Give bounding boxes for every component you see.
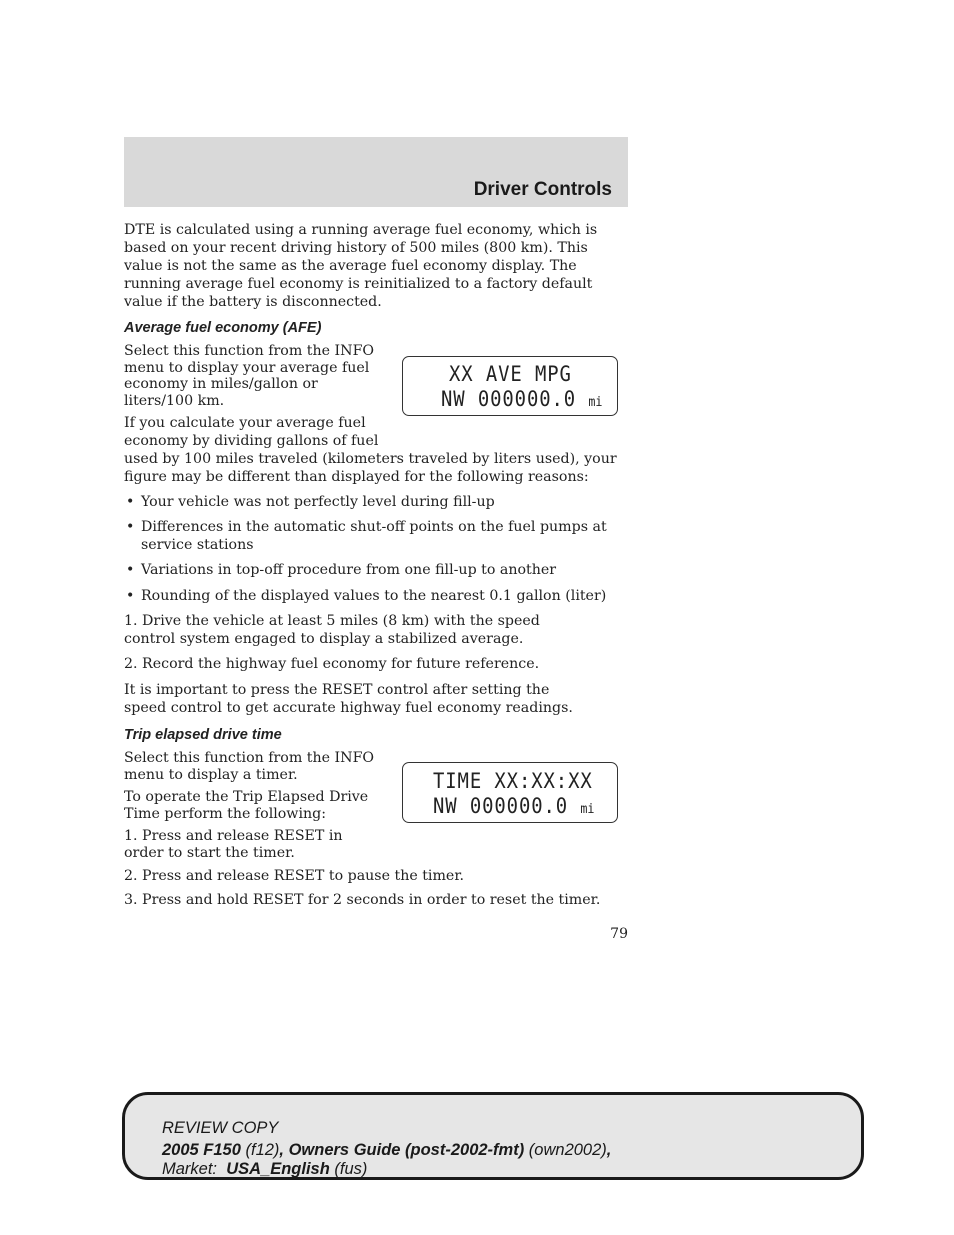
afe-step-2: 2. Record the highway fuel economy for future reference. [124,656,540,672]
trip-display-odometer: NW 000000.0 [433,794,569,818]
afe-display-odometer: NW 000000.0 [441,387,577,411]
afe-bullet-4 [124,587,624,605]
trip-step-3: 3. Press and hold RESET for 2 seconds in order to reset the timer. [124,892,601,908]
footer-model: 2005 F150 [162,1141,241,1159]
bullet-dot: • [126,562,135,578]
afe-note: It is important to press the RESET control after setting the speed control to get accurate highway fuel economy readings. [124,682,573,716]
trip-display-line-1: TIME XX:XX:XX [433,769,593,793]
afe-heading: Average fuel economy (AFE) [124,320,322,336]
trip-step-1: 1. Press and release RESET in order to start the timer. [124,828,343,861]
footer-market-line [162,1160,367,1179]
section-header-bar [124,137,628,207]
footer-comma: , [606,1141,612,1159]
trip-display-illustration [402,762,618,823]
afe-display-unit: mi [588,395,603,410]
trip-display-line-2 [433,794,594,818]
afe-paragraph-1: Select this function from the INFO menu to display your average fuel economy in miles/gallon or liters/100 km. [124,343,375,409]
trip-display-unit: mi [580,802,595,817]
afe-paragraph-2b: used by 100 miles traveled (kilometers traveled by liters used), your figure may be different than displayed for the following reasons: [124,451,617,485]
footer-guide-code: (own2002) [524,1141,607,1159]
afe-bullet-3 [124,561,624,579]
footer-guide-line [162,1141,611,1160]
afe-bullet-3-text: Variations in top-off procedure from one fill-up to another [141,562,557,578]
bullet-dot: • [126,588,135,604]
afe-paragraph-2a: If you calculate your average fuel economy by dividing gallons of fuel [124,415,379,449]
footer-market-code: (fus) [329,1160,368,1178]
footer-market-label: Market: [162,1160,227,1178]
footer-guide: , Owners Guide (post-2002-fmt) [279,1141,525,1159]
afe-bullet-1-text: Your vehicle was not perfectly level during fill-up [141,494,495,510]
footer-review-copy: REVIEW COPY [162,1119,279,1137]
footer-market: USA_English [226,1160,330,1178]
afe-bullet-2-text: Differences in the automatic shut-off points on the fuel pumps at service stations [141,519,607,553]
section-title: Driver Controls [473,179,612,200]
bullet-dot: • [126,519,135,535]
afe-display-line-2 [441,387,602,411]
trip-paragraph-2: To operate the Trip Elapsed Drive Time perform the following: [124,789,369,822]
afe-bullet-2 [124,518,624,554]
trip-paragraph-1: Select this function from the INFO menu to display a timer. [124,750,375,783]
footer-model-code: (f12) [240,1141,280,1159]
afe-display-line-1: XX AVE MPG [449,362,572,386]
bullet-dot: • [126,494,135,510]
trip-heading: Trip elapsed drive time [124,727,282,743]
intro-paragraph: DTE is calculated using a running average fuel economy, which is based on your recent driving history of 500 miles (800 km). This value is not the same as the average fuel economy display. The running average fuel economy is reinitialized to a factory default value if the battery is disconnected. [124,222,598,310]
afe-bullet-4-text: Rounding of the displayed values to the nearest 0.1 gallon (liter) [141,588,607,604]
trip-step-2: 2. Press and release RESET to pause the timer. [124,868,465,884]
afe-display-illustration [402,356,618,416]
afe-step-1: 1. Drive the vehicle at least 5 miles (8 km) with the speed control system engaged to display a stabilized average. [124,613,540,647]
afe-bullet-1 [124,493,624,511]
page-number: 79 [610,926,628,942]
